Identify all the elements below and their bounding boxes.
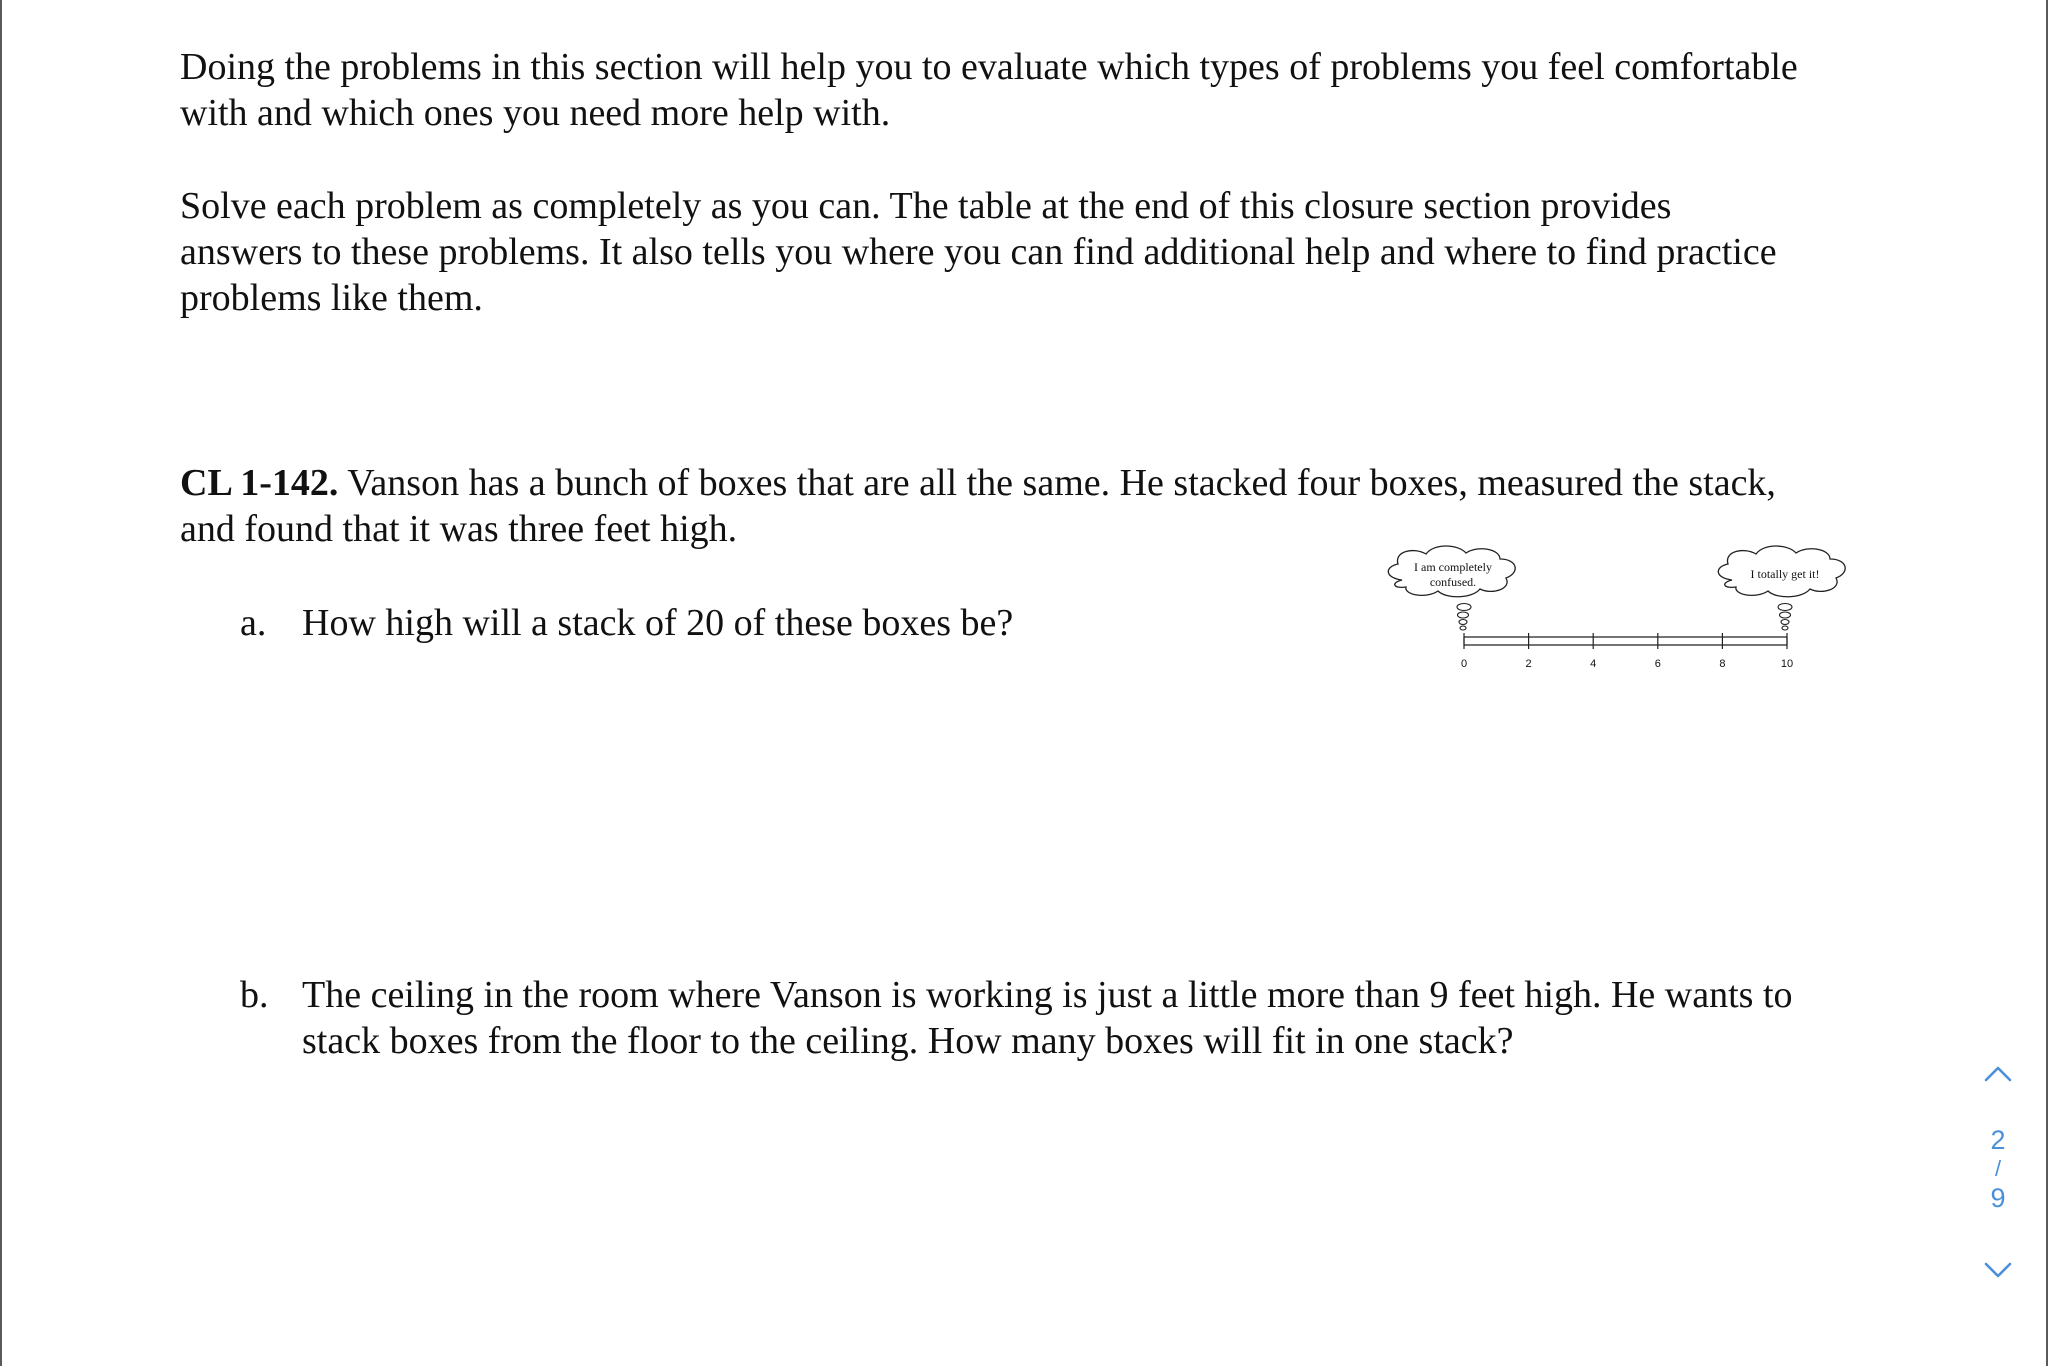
part-b-text: The ceiling in the room where Vanson is working is just a little more than 9 feet high. He wants to stack boxes from the floor to the ceiling. How many boxes will fit in one stack? xyxy=(302,974,1793,1062)
scale-tick-label-2: 2 xyxy=(1525,658,1532,670)
right-thought-bubble xyxy=(1718,546,1845,630)
page-indicator xyxy=(1980,1124,2016,1214)
page-navigation xyxy=(1980,1060,2016,1290)
problem-statement xyxy=(180,460,1800,552)
scale-ticks xyxy=(1461,633,1793,670)
page-separator: / xyxy=(1994,1156,2002,1181)
problem-text: Vanson has a bunch of boxes that are all the same. He stacked four boxes, measured the stack, and found that it was three feet high. xyxy=(180,462,1776,550)
scale-tick-label-6: 6 xyxy=(1654,658,1661,670)
current-page-number: 2 xyxy=(1990,1125,2006,1155)
self-assessment-scale xyxy=(1380,545,1880,675)
total-pages-number: 9 xyxy=(1990,1183,2006,1213)
next-page-button[interactable] xyxy=(1984,1256,2012,1284)
scale-tick-label-10: 10 xyxy=(1780,658,1794,670)
scale-tick-label-4: 4 xyxy=(1590,658,1597,670)
part-b-letter: b. xyxy=(240,974,269,1016)
part-a-text: How high will a stack of 20 of these boxes be? xyxy=(302,602,1014,644)
scale-number-line xyxy=(1464,637,1787,645)
previous-page-button[interactable] xyxy=(1984,1060,2012,1088)
left-bubble-text-2: confused. xyxy=(1429,575,1477,589)
part-a-letter: a. xyxy=(240,602,267,644)
left-thought-bubble xyxy=(1388,546,1515,630)
intro-paragraph-2: Solve each problem as completely as you can. The table at the end of this closure section provides answers to these problems. It also tells you where you can find additional help and where to find practice problems like them. xyxy=(180,185,1777,319)
scale-tick-label-0: 0 xyxy=(1460,658,1468,670)
chevron-up-icon xyxy=(1984,1060,2012,1088)
left-bubble-text-1: I am completely xyxy=(1414,560,1492,574)
problem-number: CL 1-142. xyxy=(180,462,339,504)
scale-tick-label-8: 8 xyxy=(1719,658,1726,670)
right-bubble-text: I totally get it! xyxy=(1750,567,1820,581)
chevron-down-icon xyxy=(1984,1256,2012,1284)
intro-paragraph-1: Doing the problems in this section will help you to evaluate which types of problems you feel comfortable with and which ones you need more help with. xyxy=(180,46,1798,134)
